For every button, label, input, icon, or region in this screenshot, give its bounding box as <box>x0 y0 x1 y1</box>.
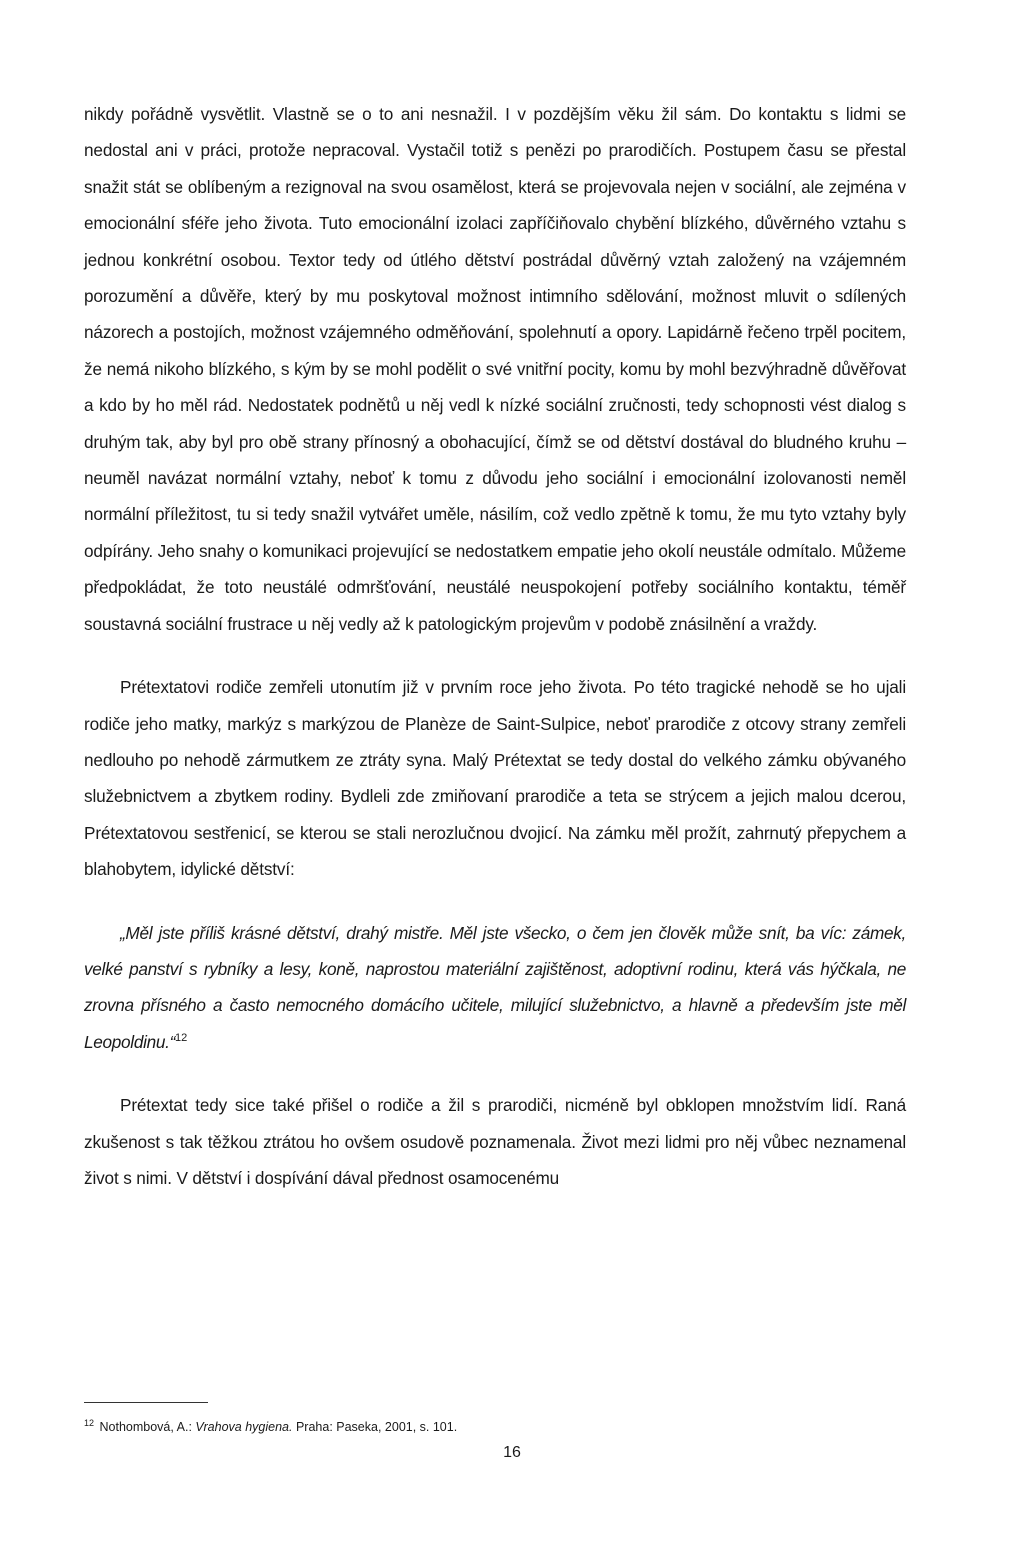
paragraph-gap <box>84 642 906 669</box>
block-quote <box>84 915 906 1061</box>
quote-text: „Měl jste příliš krásné dětství, drahý mistře. Měl jste všecko, o čem jen člověk může snít, ba víc: zámek, velké panství s rybníky a lesy, koně, naprostou materiální zajištěnost, adoptivní rodinu, která vás hýčkala, ne zrovna přísného a často nemocného domácího učitele, milující služebnictvo, a hlavně a především jste měl Leopoldinu.“ <box>84 922 906 1052</box>
paragraph-pretextat-loss: Prétextat tedy sice také přišel o rodiče a žil s prarodiči, nicméně byl obklopen množstvím lidí. Raná zkušenost s tak těžkou ztrátou ho ovšem osudově poznamenala. Život mezi lidmi pro něj vůbec neznamenal život s nimi. V dětství i dospívání dával přednost osamocenému <box>84 1095 906 1188</box>
footnote-divider <box>84 1402 208 1403</box>
page-number: 16 <box>503 1444 521 1461</box>
page-body <box>84 96 906 1196</box>
footnote-title: Vrahova hygiena. <box>195 1420 293 1434</box>
paragraph-textor-isolation: nikdy pořádně vysvětlit. Vlastně se o to ani nesnažil. I v pozdějším věku žil sám. Do kontaktu s lidmi se nedostal ani v práci, protože nepracoval. Vystačil totiž s penězi po prarodičích. Postupem času se přestal snažit stát se oblíbeným a rezignoval na svou osamělost, která se projevovala nejen v sociální, ale zejména v emocionální sféře jeho života. Tuto emocionální izolaci zapříčiňovalo chybění blízkého, důvěrného vztahu s jednou konkrétní osobou. Textor tedy od útlého dětství postrádal důvěrný vztah založený na vzájemném porozumění a důvěře, který by mu poskytoval možnost intimního sdělování, možnost mluvit o sdílených názorech a postojích, možnost vzájemného odměňování, spolehnutí a opory. Lapidárně řečeno trpěl pocitem, že nemá nikoho blízkého, s kým by se mohl podělit o své vnitřní pocity, komu by mohl bezvýhradně důvěřovat a kdo by ho měl rád. Nedostatek podnětů u něj vedl k nízké sociální zručnosti, tedy schopnosti vést dialog s druhým tak, aby byl pro obě strany přínosný a obohacující, čímž se od dětství dostával do bludného kruhu – neuměl navázat normální vztahy, neboť k tomu z důvodu jeho sociální i emocionální izolovanosti neměl normální příležitost, tu si tedy snažil vytvářet uměle, násilím, což vedlo zpětně k tomu, že mu tyto vztahy byly odpírány. Jeho snahy o komunikaci projevující se nedostatkem empatie jeho okolí neustále odmítalo. Můžeme předpokládat, že toto neustálé odmršťování, neustálé neuspokojení potřeby sociálního kontaktu, téměř soustavná sociální frustrace u něj vedly až k patologickým projevům v podobě znásilnění a vraždy. <box>84 104 906 634</box>
footnote <box>84 1418 906 1436</box>
footnote-reference[interactable]: 12 <box>175 1031 188 1044</box>
footnote-mark: 12 <box>84 1418 95 1428</box>
paragraph-gap <box>84 1060 906 1087</box>
paragraph-gap <box>84 888 906 915</box>
footnote-author: Nothombová, A.: <box>99 1420 192 1434</box>
paragraph-pretextat-childhood: Prétextatovi rodiče zemřeli utonutím již v prvním roce jeho života. Po této tragické nehodě se ho ujali rodiče jeho matky, markýz s markýzou de Planèze de Saint-Sulpice, neboť prarodiče z otcovy strany zemřeli nedlouho po nehodě zármutkem ze ztráty syna. Malý Prétextat se tedy dostal do velkého zámku obývaného služebnictvem a zbytkem rodiny. Bydleli zde zmiňovaní prarodiče a teta se strýcem a jejich malou dcerou, Prétextatovou sestřenicí, se kterou se stali nerozlučnou dvojicí. Na zámku měl prožít, zahrnutý přepychem a blahobytem, idylické dětství: <box>84 677 906 880</box>
footnote-publication: Praha: Paseka, 2001, s. 101. <box>295 1420 458 1434</box>
